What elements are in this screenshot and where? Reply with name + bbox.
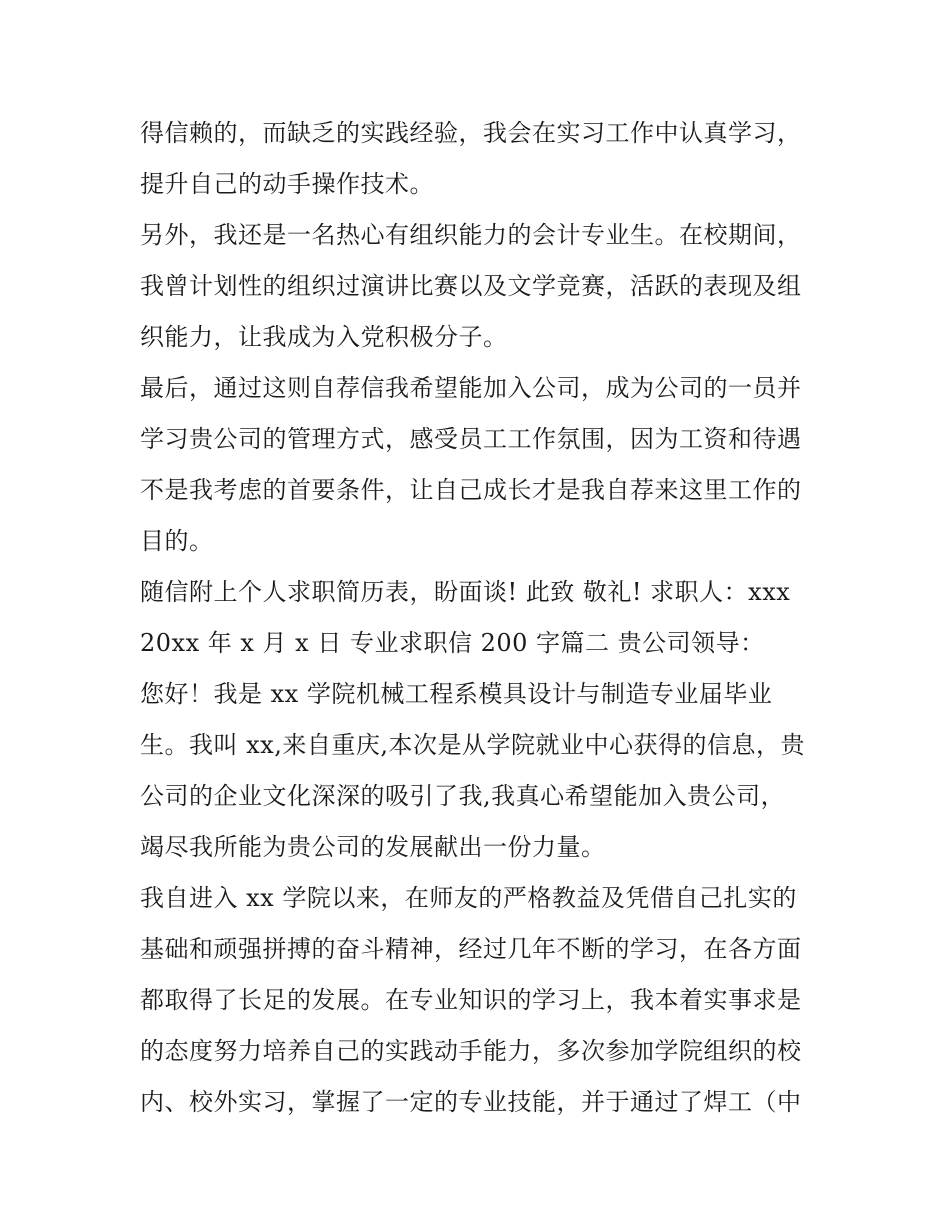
text-line: 20xx 年 x 月 x 日 专业求职信 200 字篇二 贵公司领导： xyxy=(140,629,765,657)
text-line: 生。我叫 xx,来自重庆,本次是从学院就业中心获得的信息，贵 xyxy=(140,731,805,759)
text-line: 随信附上个人求职简历表，盼面谈! 此致 敬礼! 求职人：xxx xyxy=(140,578,791,606)
text-line: 基础和顽强拼搏的奋斗精神，经过几年不断的学习，在各方面 xyxy=(140,935,802,963)
text-line: 都取得了长足的发展。在专业知识的学习上，我本着实事求是 xyxy=(140,986,802,1014)
text-line: 我自进入 xx 学院以来，在师友的严格教益及凭借自己扎实的 xyxy=(140,884,797,912)
text-line: 我曾计划性的组织过演讲比赛以及文学竞赛，活跃的表现及组 xyxy=(140,272,802,300)
text-line: 最后，通过这则自荐信我希望能加入公司，成为公司的一员并 xyxy=(140,374,802,402)
document-body xyxy=(140,108,840,1128)
text-line: 另外，我还是一名热心有组织能力的会计专业生。在校期间， xyxy=(140,221,802,249)
text-line: 不是我考虑的首要条件，让自己成长才是我自荐来这里工作的 xyxy=(140,476,802,504)
text-line: 公司的企业文化深深的吸引了我,我真心希望能加入贵公司， xyxy=(140,782,786,810)
text-line: 竭尽我所能为贵公司的发展献出一份力量。 xyxy=(140,833,606,861)
text-line: 目的。 xyxy=(140,527,214,555)
text-line: 得信赖的，而缺乏的实践经验，我会在实习工作中认真学习， xyxy=(140,119,802,147)
text-line: 您好！我是 xx 学院机械工程系模具设计与制造专业届毕业 xyxy=(140,680,773,708)
text-line: 的态度努力培养自己的实践动手能力，多次参加学院组织的校 xyxy=(140,1037,802,1065)
text-line: 织能力，让我成为入党积极分子。 xyxy=(140,323,508,351)
text-line: 内、校外实习，掌握了一定的专业技能，并于通过了焊工（中 xyxy=(140,1088,802,1116)
text-line: 学习贵公司的管理方式，感受员工工作氛围，因为工资和待遇 xyxy=(140,425,802,453)
text-line: 提升自己的动手操作技术。 xyxy=(140,170,434,198)
